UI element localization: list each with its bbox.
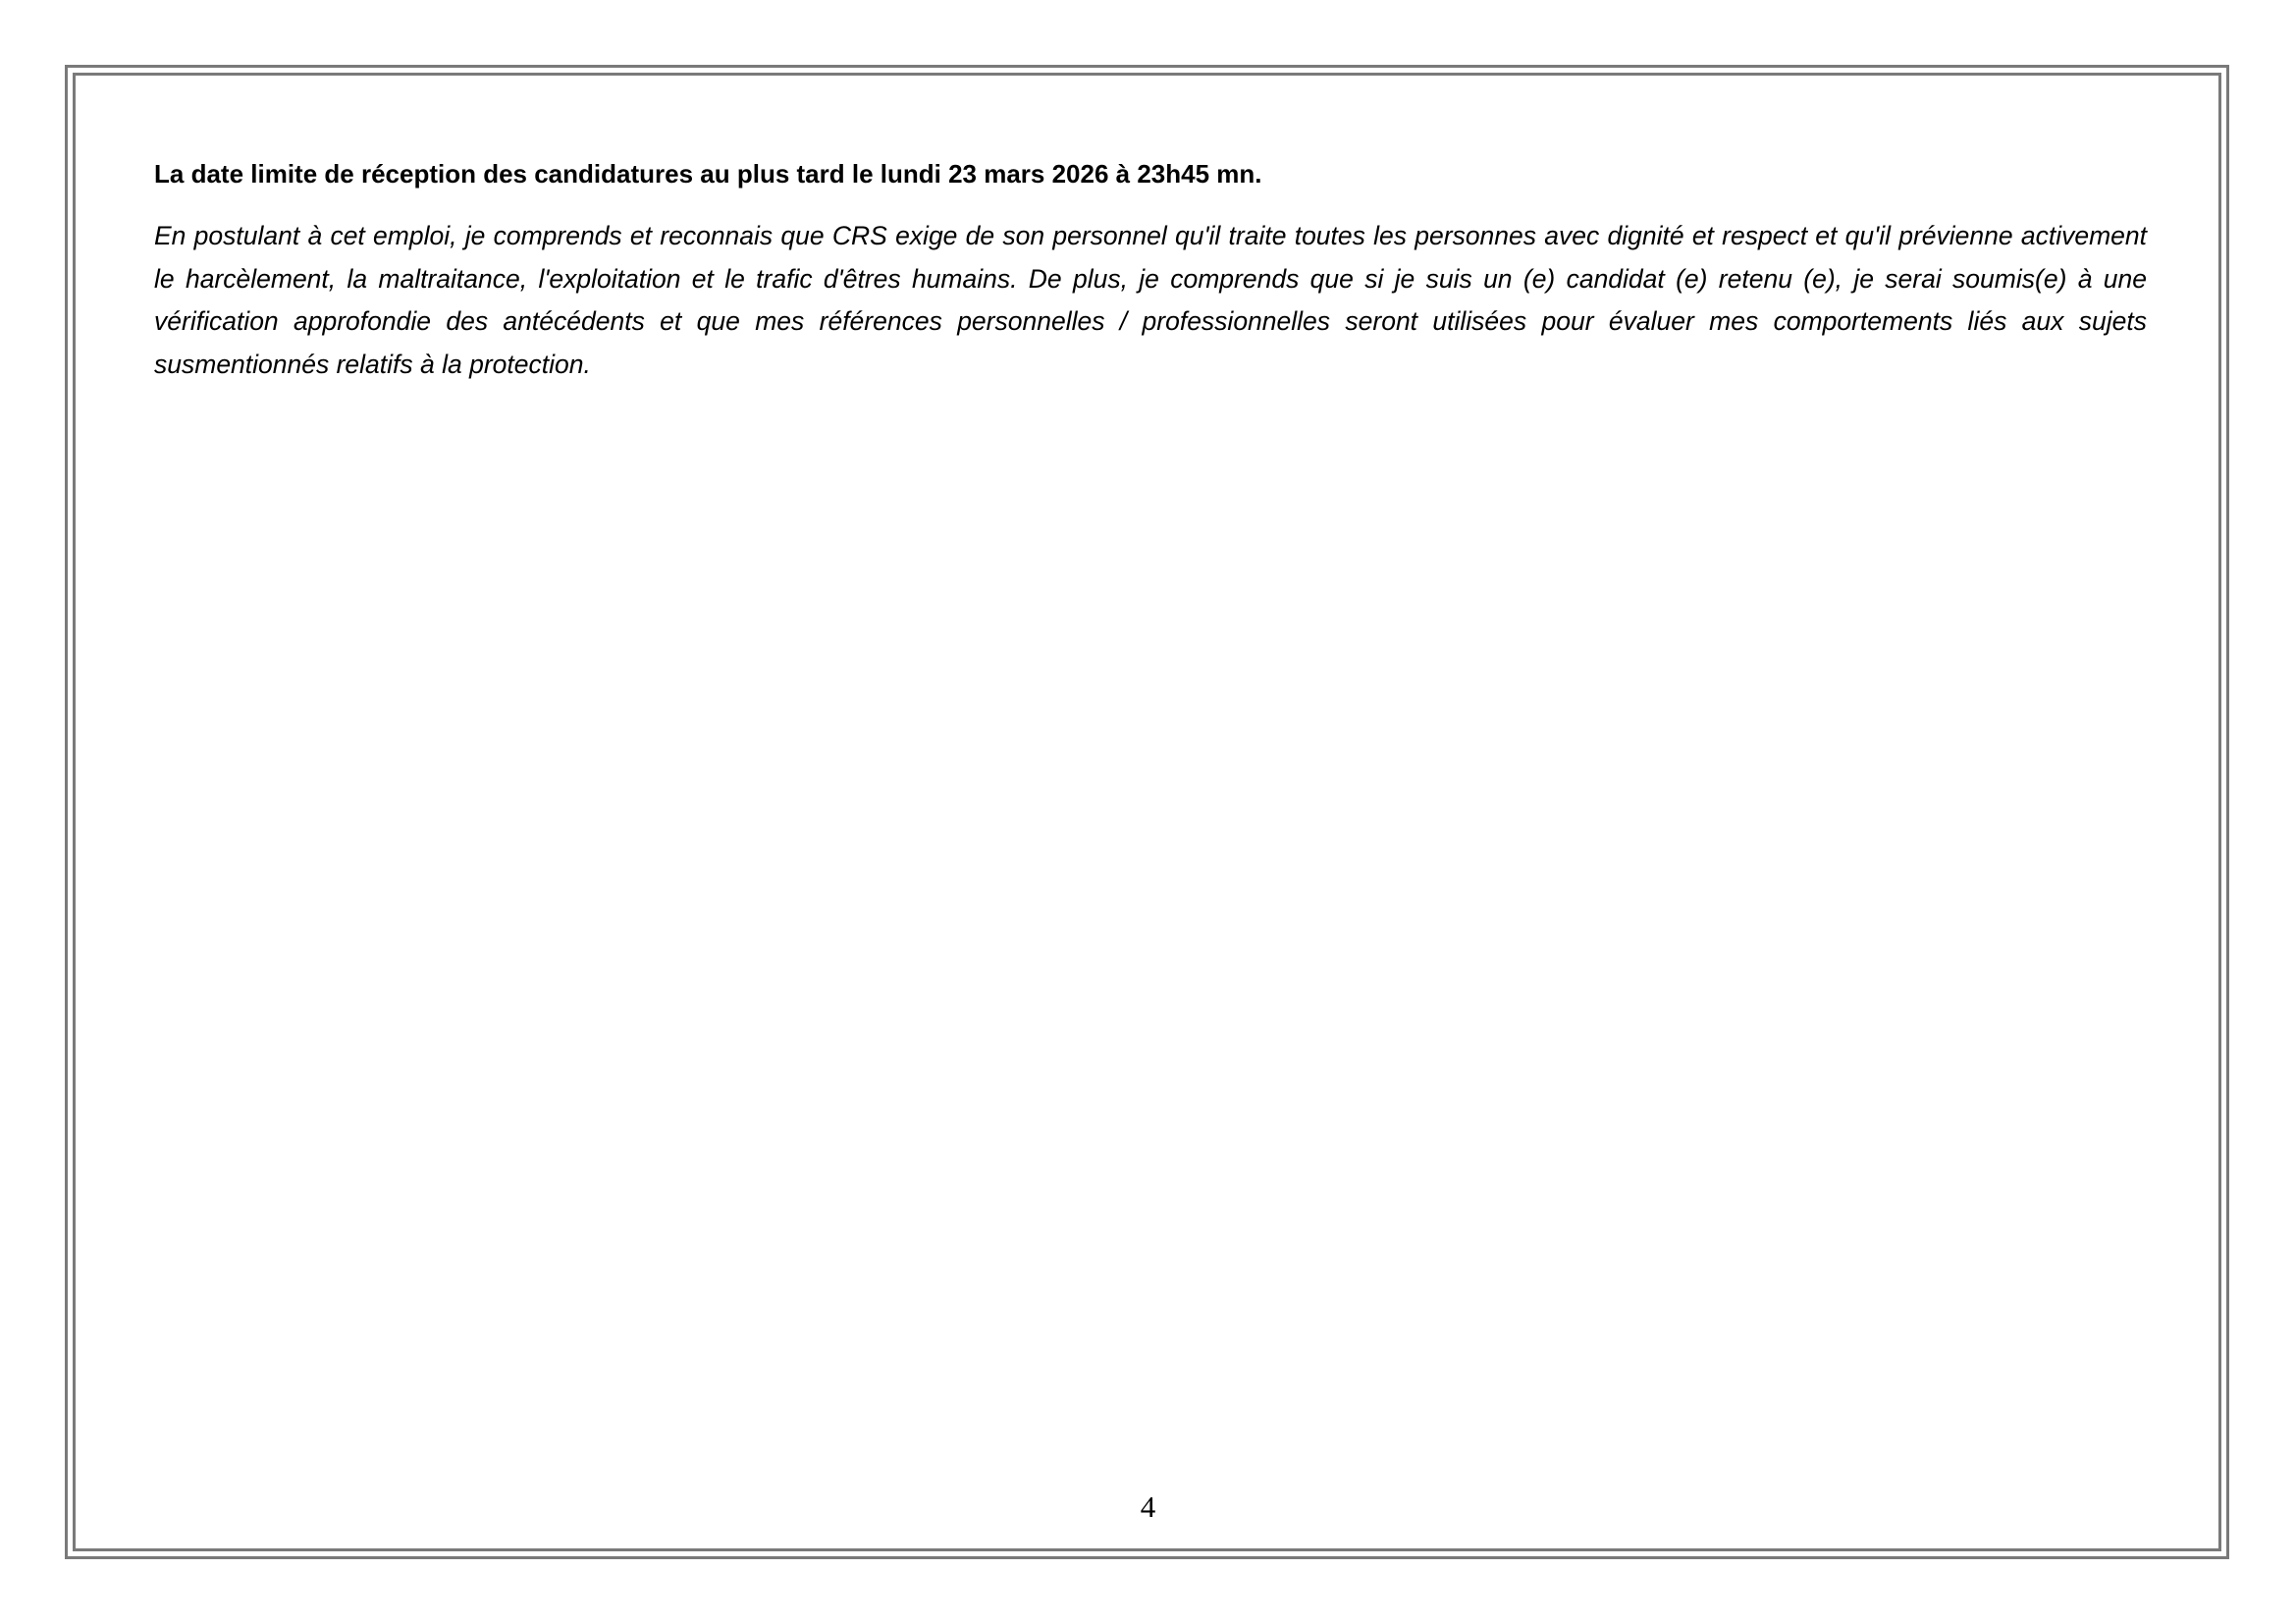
page-number: 4	[1140, 1489, 1156, 1524]
application-deadline: La date limite de réception des candidatures au plus tard le lundi 23 mars 2026 à 23h45 mn.	[154, 159, 1262, 189]
page-content	[154, 152, 2147, 386]
safeguarding-disclaimer: En postulant à cet emploi, je comprends et reconnais que CRS exige de son personnel qu'il traite toutes les personnes avec dignité et respect et qu'il prévienne activement le harcèlement, la maltraitance, l'exploitation et le trafic d'êtres humains. De plus, je comprends que si je suis un (e) candidat (e) retenu (e), je serai soumis(e) à une vérification approfondie des antécédents et que mes références personnelles / professionnelles seront utilisées pour évaluer mes comportements liés aux sujets susmentionnés relatifs à la protection.	[154, 221, 2147, 379]
